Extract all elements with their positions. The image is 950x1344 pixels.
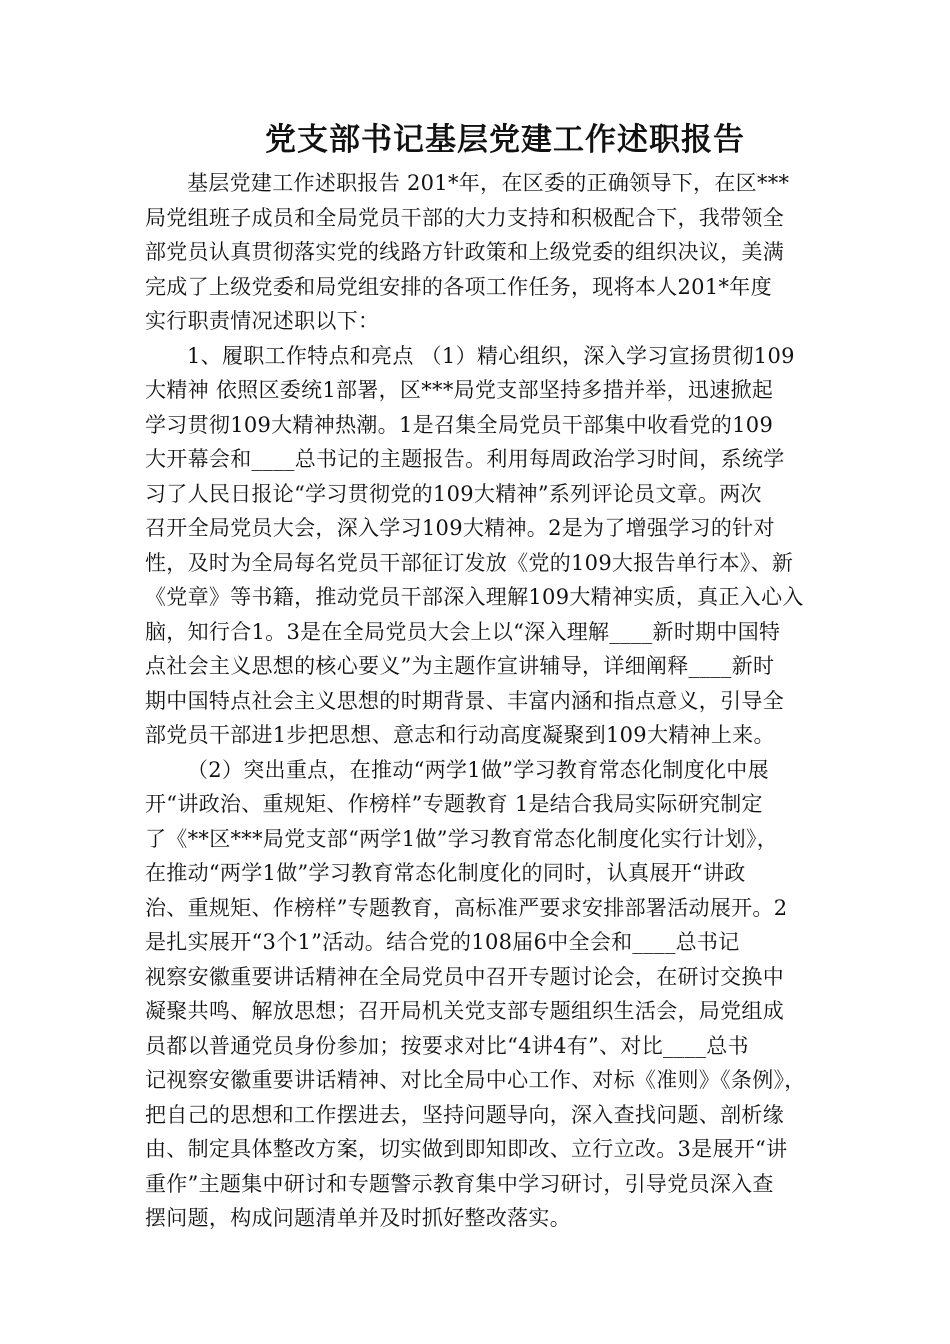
- document-title: 党支部书记基层党建工作述职报告: [265, 122, 745, 158]
- body-text-line: 部党员认真贯彻落实党的线路方针政策和上级党委的组织决议，美满: [145, 240, 784, 264]
- body-text-line: 召开全局党员大会，深入学习109大精神。2是为了增强学习的针对: [145, 516, 775, 540]
- body-text-line: 由、制定具体整改方案，切实做到即知即改、立行立改。3是展开“讲: [145, 1137, 788, 1161]
- body-text-line: 点社会主义思想的核心要义”为主题作宣讲辅导，详细阐释____新时: [145, 654, 775, 678]
- body-text-line: 大精神 依照区委统1部署，区***局党支部坚持多措并举，迅速掀起: [145, 378, 774, 402]
- body-text-line: 大开幕会和____总书记的主题报告。利用每周政治学习时间，系统学: [145, 447, 785, 471]
- body-text-line: 重作”主题集中研讨和专题警示教育集中学习研讨，引导党员深入查: [145, 1171, 774, 1196]
- body-text-line: 习了人民日报论“学习贯彻党的109大精神”系列评论员文章。两次: [145, 481, 762, 506]
- body-text-line: 脑，知行合1。3是在全局党员大会上以“深入理解____新时期中国特: [145, 619, 781, 644]
- body-text-line: 部党员干部进1步把思想、意志和行动高度凝聚到109大精神上来。: [145, 723, 775, 747]
- body-text-line: 实行职责情况述职以下：: [145, 309, 380, 333]
- body-text-line: 基层党建工作述职报告 201*年，在区委的正确领导下，在区***: [187, 171, 790, 195]
- body-text-line: 完成了上级党委和局党组安排的各项工作任务，现将本人201*年度: [145, 274, 772, 299]
- body-text-line: 局党组班子成员和全局党员干部的大力支持和积极配合下，我带领全: [145, 205, 784, 230]
- document-body: [145, 166, 825, 1236]
- body-text-line: 把自己的思想和工作摆进去，坚持问题导向，深入查找问题、剖析缘: [145, 1102, 784, 1127]
- body-text-line: 《党章》等书籍，推动党员干部深入理解109大精神实质，真正入心入: [145, 585, 804, 609]
- body-text-line: 记视察安徽重要讲话精神、对比全局中心工作、对标《准则》《条例》，: [145, 1068, 806, 1092]
- body-text-line: 凝聚共鸣、解放思想；召开局机关党支部专题组织生活会，局党组成: [145, 999, 784, 1023]
- body-text-line: 摆问题，构成问题清单并及时抓好整改落实。: [145, 1206, 571, 1230]
- body-text-line: 1、履职工作特点和亮点 （1）精心组织，深入学习宣扬贯彻109: [187, 343, 795, 368]
- body-text-line: 在推动“两学1做”学习教育常态化制度化的同时，认真展开“讲政: [145, 861, 746, 885]
- body-text-line: 性，及时为全局每名党员干部征订发放《党的109大报告单行本》、新: [145, 550, 794, 575]
- body-text-line: 视察安徽重要讲话精神在全局党员中召开专题讨论会，在研讨交换中: [145, 964, 784, 989]
- body-text-line: 治、重规矩、作榜样”专题教育，高标准严要求安排部署活动展开。2: [145, 895, 788, 920]
- body-text-line: 学习贯彻109大精神热潮。1是召集全局党员干部集中收看党的109: [145, 412, 774, 437]
- body-text-line: 了《**区***局党支部“两学1做”学习教育常态化制度化实行计划》，: [145, 826, 779, 851]
- body-text-line: 是扎实展开“3个1”活动。结合党的108届6中全会和____总书记: [145, 930, 740, 954]
- body-text-line: 期中国特点社会主义思想的时期背景、丰富内涵和指点意义，引导全: [145, 688, 784, 713]
- body-text-line: （2）突出重点，在推动“两学1做”学习教育常态化制度化中展: [187, 757, 769, 782]
- body-text-line: 开“讲政治、重规矩、作榜样”专题教育 1是结合我局实际研究制定: [145, 792, 763, 816]
- body-text-line: 员都以普通党员身份参加；按要求对比“4讲4有”、对比____总书: [145, 1033, 749, 1058]
